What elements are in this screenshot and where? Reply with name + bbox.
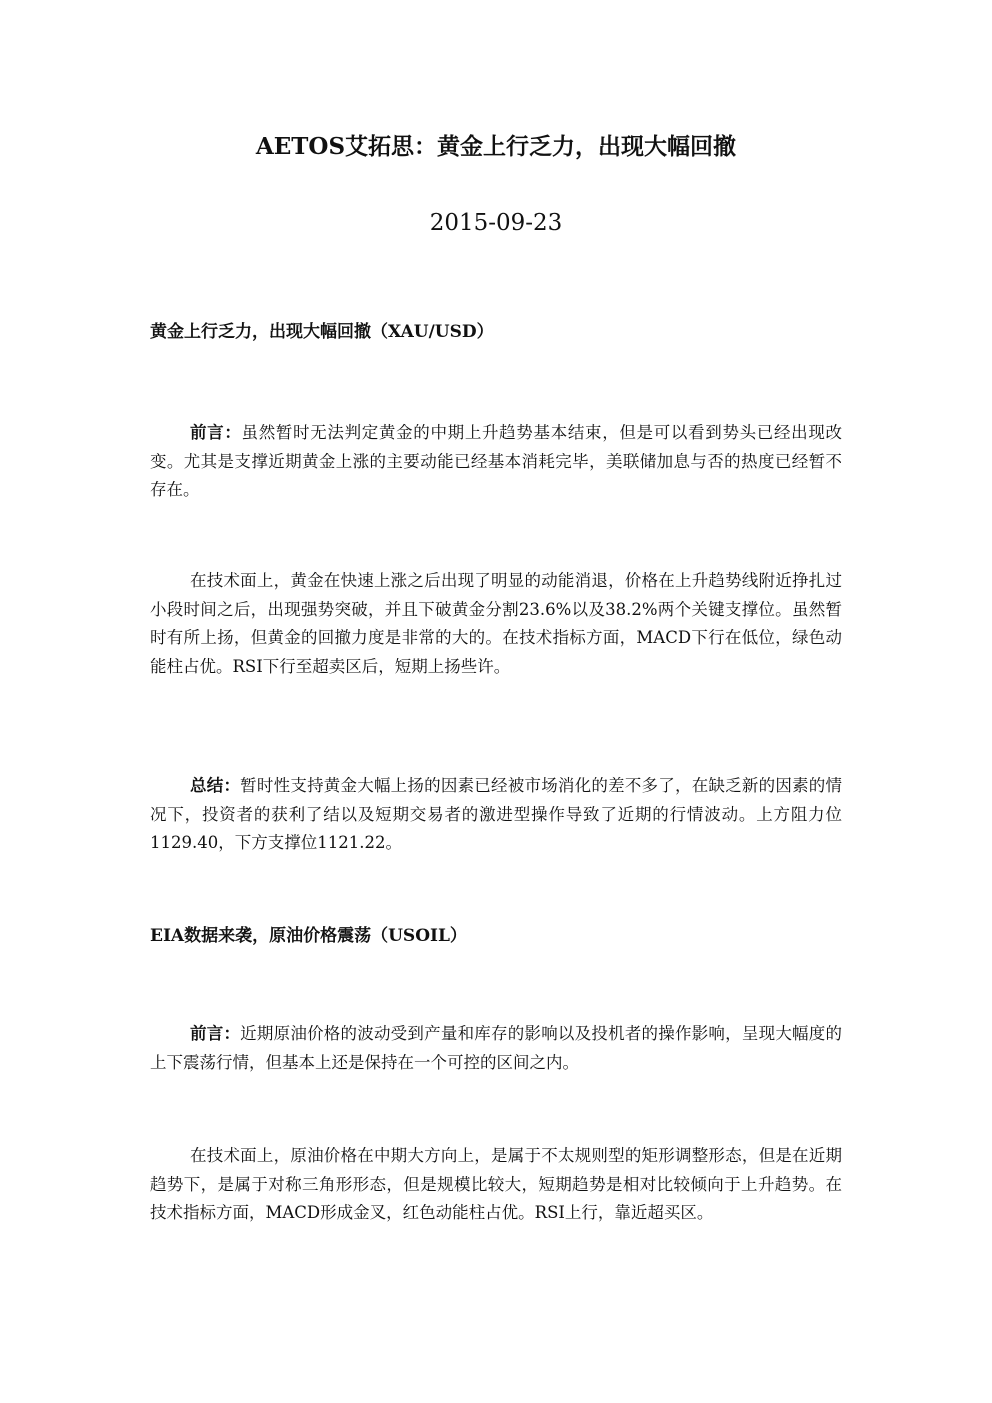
gold-summary-lead: 总结： [190, 776, 241, 795]
oil-intro-paragraph [150, 1020, 842, 1077]
gold-intro-paragraph [150, 419, 842, 505]
document-date: 2015-09-23 [429, 210, 563, 236]
section-heading-oil: EIA数据来袭，原油价格震荡（USOIL） [150, 926, 467, 946]
section-heading-gold: 黄金上行乏力，出现大幅回撤（XAU/USD） [150, 322, 494, 342]
oil-intro-lead: 前言： [190, 1024, 241, 1043]
gold-technical-paragraph: 在技术面上，黄金在快速上涨之后出现了明显的动能消退，价格在上升趋势线附近挣扎过小段时间之后，出现强势突破，并且下破黄金分割23.6%以及38.2%两个关键支撑位。虽然暂时有所上扬，但黄金的回撤力度是非常的大的。在技术指标方面，MACD下行在低位，绿色动能柱占优。RSI下行至超卖区后，短期上扬些许。 [150, 571, 842, 676]
gold-intro-text: 虽然暂时无法判定黄金的中期上升趋势基本结束，但是可以看到势头已经出现改变。尤其是支撑近期黄金上涨的主要动能已经基本消耗完毕，美联储加息与否的热度已经暂不存在。 [150, 423, 843, 499]
gold-summary-paragraph [150, 772, 842, 858]
gold-summary-text: 暂时性支持黄金大幅上扬的因素已经被市场消化的差不多了，在缺乏新的因素的情况下，投资者的获利了结以及短期交易者的激进型操作导致了近期的行情波动。上方阻力位1129.40，下方支撑位1121.22。 [150, 776, 843, 852]
document-title: AETOS艾拓思：黄金上行乏力，出现大幅回撤 [255, 133, 737, 160]
oil-technical-paragraph: 在技术面上，原油价格在中期大方向上，是属于不太规则型的矩形调整形态，但是在近期趋势下，是属于对称三角形形态，但是规模比较大，短期趋势是相对比较倾向于上升趋势。在技术指标方面，MACD形成金叉，红色动能柱占优。RSI上行，靠近超买区。 [150, 1146, 842, 1222]
oil-intro-text: 近期原油价格的波动受到产量和库存的影响以及投机者的操作影响，呈现大幅度的上下震荡行情，但基本上还是保持在一个可控的区间之内。 [150, 1024, 843, 1072]
gold-intro-lead: 前言： [190, 423, 242, 442]
